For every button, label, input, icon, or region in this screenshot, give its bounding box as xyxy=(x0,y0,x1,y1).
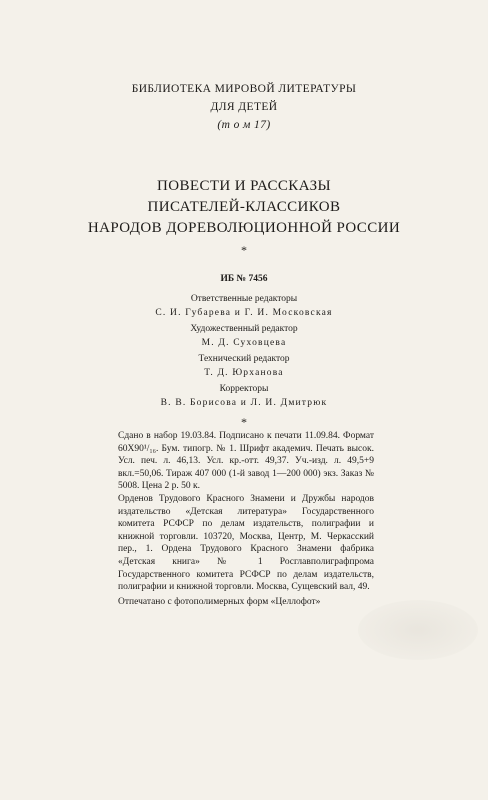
proofreaders: В. В. Борисова и Л. И. Дмитрюк xyxy=(160,398,328,408)
printed-from-note: Отпечатано с фотополимерных форм «Целлофот» xyxy=(118,597,321,607)
separator-star-2: * xyxy=(241,415,247,429)
title-line-1: ПОВЕСТИ И РАССКАЗЫ xyxy=(157,178,331,194)
ib-number: ИБ № 7456 xyxy=(220,274,268,284)
imprint-paragraph-2: Орденов Трудового Красного Знамени и Дружбы народов издательство «Детская литература» Государственного комитета РСФСР по делам издательств, полиграфии и книжной торговли. 103720, Москва, Центр, М. Черкасский пер., 1. Ордена Трудового Красного Знамени фабрика «Детская книга» № 1 Росглавполиграфпрома Государственного комитета РСФСР по делам издательств, полиграфии и книжной торговли. Москва, Сущевский вал, 49. xyxy=(118,493,374,593)
series-line-2: ДЛЯ ДЕТЕЙ xyxy=(210,101,278,113)
proofreaders-label: Корректоры xyxy=(219,384,269,394)
title-line-2: ПИСАТЕЛЕЙ-КЛАССИКОВ xyxy=(147,199,341,215)
series-volume: (т о м 17) xyxy=(217,119,271,131)
art-editor-label: Художественный редактор xyxy=(190,324,298,334)
title-line-3: НАРОДОВ ДОРЕВОЛЮЦИОННОЙ РОССИИ xyxy=(87,220,401,236)
responsible-editors-label: Ответственные редакторы xyxy=(190,294,298,304)
imprint-paragraph-1: Сдано в набор 19.03.84. Подписано к печати 11.09.84. Формат 60Х90¹/₁₆. Бум. типогр. № 1. Шрифт академич. Печать высок. Усл. печ. л. 46,13. Усл. кр.-отт. 49,37. Уч.-изд. л. 49,5+9 вкл.=50,06. Тираж 407 000 (1-й завод 1—200 000) экз. Заказ № 5008. Цена 2 р. 50 к. xyxy=(118,431,374,492)
paper-stain xyxy=(358,600,478,660)
separator-star-1: * xyxy=(241,243,247,257)
credits-block xyxy=(0,272,488,412)
series-line-1: БИБЛИОТЕКА МИРОВОЙ ЛИТЕРАТУРЫ xyxy=(131,83,357,95)
tech-editor: Т. Д. Юрханова xyxy=(204,368,284,378)
art-editor: М. Д. Суховцева xyxy=(201,338,287,348)
imprint-block xyxy=(118,430,374,594)
book-title xyxy=(0,176,488,239)
responsible-editors: С. И. Губарева и Г. И. Московская xyxy=(155,308,333,318)
series-header xyxy=(0,80,488,134)
tech-editor-label: Технический редактор xyxy=(198,354,290,364)
